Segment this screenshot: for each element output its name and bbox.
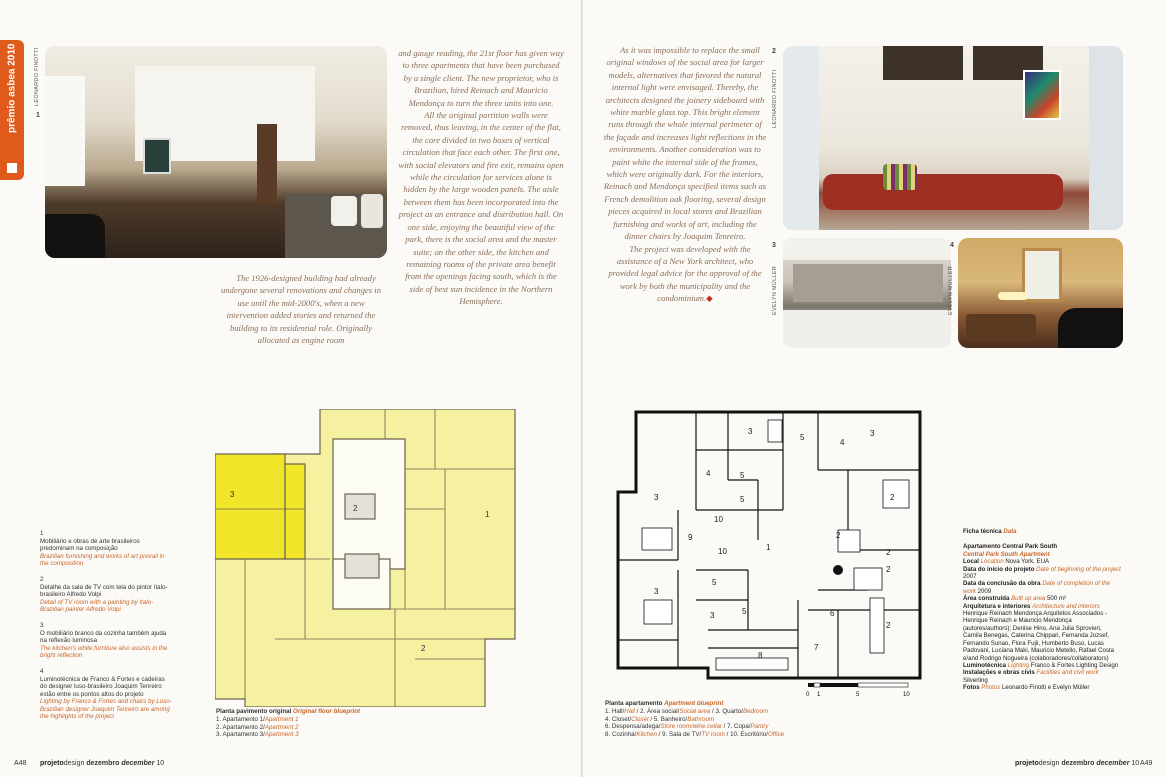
caption-2: 2 Detalhe da sala de TV com tela do pintor ítalo-brasileiro Alfredo Volpi Detail of TV room with a painting by Italo-Brazilian painter Alfredo Volpi bbox=[40, 575, 168, 614]
photo-credit-1: LEONARDO FINOTTI bbox=[34, 47, 40, 106]
photo-credit-4: EVELYN MÜLLER bbox=[948, 265, 954, 315]
photo-number-3: 3 bbox=[772, 242, 776, 249]
plan-label: 3 bbox=[230, 490, 235, 499]
caption-1: 1 Mobiliário e obras de arte brasileiros predominam na composição Brazilian furnishing and works of art prevail in the composition bbox=[40, 530, 165, 568]
end-mark-icon: ◆ bbox=[706, 293, 713, 304]
plan-label: 8 bbox=[758, 651, 763, 660]
award-label: prêmio asbea 2010 bbox=[6, 44, 18, 134]
plan-label: 5 bbox=[800, 433, 805, 442]
technical-datasheet: Ficha técnica Data Apartamento Central Park South Central Park South Apartment Local Location Nova York, EUA Data do início do projeto Date of beginning of the project 2007 Data da conclusão da obra Date of completion of the work 2009 Área construída Built up area 500 m² Arquitetura e interiores Architecture and interiors Henrique Reinach Mendonça Arquitetos Associados - Henrique Reinach e Mauricio Mendonça (autores/authors); Denise Hino, Ana Julia Sprovieri, Camila Benegas, Caterina Chippari, Fernanda Jozsef, Fernando Sunao, Flora Fujii, Humberto Buso, Lucas Padovani, Luciana Maki, Mauricio Metello, Rafael Costa e/and Rodrigo Nogueira (colaboradores/collaborators) Luminotécnica Lighting Franco & Fortes Lighting Design Instalações e obras civis Facilities and civil work Silverling Fotos Photos Leonardo Finotti e Evelyn Müller bbox=[963, 528, 1121, 692]
plan-label: 1 bbox=[766, 543, 771, 552]
apartment-floor-plan bbox=[608, 410, 930, 680]
plan-label: 5 bbox=[740, 495, 745, 504]
photo-credit-2: LEONARDO FINOTTI bbox=[772, 69, 778, 128]
caption-4: 4 Luminotécnica de Franco & Fortes e cadeiras do designer luso-brasileiro Joaquim Tenreiro estão entre os pontos altos do projeto Lighting by Franco & Fortes and chairs by Luso-Brazilian designer Joaquim Tenreiro are among the highlights of the project bbox=[40, 667, 172, 721]
plan-label: 2 bbox=[421, 644, 426, 653]
plan-label: 3 bbox=[748, 427, 753, 436]
footer-magazine-left: projetodesign dezembro december 10 bbox=[40, 760, 165, 767]
plan-label: 2 bbox=[886, 565, 891, 574]
article-column-middle bbox=[398, 47, 564, 308]
scale-label: 1 bbox=[817, 692, 821, 698]
left-page bbox=[0, 0, 582, 777]
article-paragraph: The 1926-designed building had already undergone several renovations and changes in use until the mid-2000's, when a new intervention added stories and returned the building to its residential role. Originally allocated as engine room bbox=[221, 273, 381, 346]
page-number-left: A48 bbox=[14, 760, 27, 767]
plan-label: 2 bbox=[886, 621, 891, 630]
article-paragraph: As it was impossible to replace the small original windows of the social area for larger models, alternatives that favored the natural internal light were envisaged. Thereby, the architects designed the joinery sideboard with white marble glass top. This bright element runs through the whole internal perimeter of the façade and increases light reflections in the environments. Another consideration was to paint white the internal side of the frames, which were originally dark. For the interiors, Reinach and Mendonça specified items such as French demolition oak flooring, several design pieces acquired in local stores and Brazilian furnishing and works of art, including the dinner chairs by Joaquim Tenreiro. bbox=[603, 45, 767, 242]
photo-kitchen bbox=[783, 238, 951, 348]
plan-label: 5 bbox=[740, 471, 745, 480]
plan-label: 10 bbox=[714, 515, 723, 524]
project-name: Apartamento Central Park South bbox=[963, 543, 1058, 551]
plan-label: 4 bbox=[840, 438, 845, 447]
plan-label: 4 bbox=[706, 469, 711, 478]
plan-label: 3 bbox=[710, 611, 715, 620]
article-column-left bbox=[218, 272, 384, 346]
plan-label: 3 bbox=[654, 493, 659, 502]
plan-label: 10 bbox=[718, 547, 727, 556]
plan-label: 2 bbox=[890, 493, 895, 502]
plan-label: 5 bbox=[742, 607, 747, 616]
plan-caption-original: Planta pavimento original Original floor blueprint 1. Apartamento 1/Apartment 1 2. Apartamento 2/Apartment 2 3. Apartamento 3/Apartment 3 bbox=[216, 708, 361, 739]
plan-caption-apartment: Planta apartamento Apartment blueprint 1. Hall/Hall / 2. Área social/Social area / 3. Quarto/Bedroom 4. Closet/Closet / 5. Banheiro/Bathroom 6. Despensa/adega/Store room/wine cellar / 7. Copa/Pantry 8. Cozinha/Kitchen / 9. Sala de TV/TV room / 10. Escritório/Office bbox=[605, 700, 785, 739]
photo-tv-room bbox=[783, 46, 1123, 230]
plan-label: 9 bbox=[688, 533, 693, 542]
article-paragraph: The project was developed with the assistance of a New York architect, who provided legal advice for the approval of the work by both the municipality and the condominium.◆ bbox=[608, 243, 762, 304]
scale-label: 5 bbox=[856, 692, 860, 698]
photo-dining-room bbox=[958, 238, 1123, 348]
original-floor-plan bbox=[215, 409, 520, 707]
scale-label: 0 bbox=[806, 692, 810, 698]
article-column-right bbox=[602, 44, 768, 305]
footer-magazine-right: projetodesign dezembro december 10 bbox=[1015, 760, 1140, 767]
plan-label: 3 bbox=[654, 587, 659, 596]
plan-label: 2 bbox=[836, 531, 841, 540]
caption-3: 3 O mobiliário branco da cozinha também ajuda na reflexão luminosa The kitchen's white furniture also assists in the bright reflection bbox=[40, 621, 168, 660]
plan-label: 1 bbox=[485, 510, 490, 519]
plan-label: 3 bbox=[870, 429, 875, 438]
photo-credit-3: EVELYN MÜLLER bbox=[772, 265, 778, 315]
photo-living-room bbox=[45, 46, 387, 258]
page-number-right: A49 bbox=[1140, 760, 1153, 767]
plan-label: 7 bbox=[814, 643, 819, 652]
photo-number-2: 2 bbox=[772, 48, 776, 55]
photo-number-1: 1 bbox=[36, 112, 40, 119]
plan-label: 6 bbox=[830, 609, 835, 618]
plan-label: 5 bbox=[712, 578, 717, 587]
scale-label: 10 bbox=[903, 692, 910, 698]
plan-label: 2 bbox=[886, 548, 891, 557]
plan-label: 2 bbox=[353, 504, 358, 513]
photo-captions bbox=[40, 530, 172, 729]
project-name-en: Central Park South Apartment bbox=[963, 550, 1050, 558]
award-square-icon bbox=[7, 163, 17, 173]
plan-scale-bar bbox=[800, 680, 920, 702]
article-paragraph: and gauge reading, the 21st floor has given way to three apartments that have been purchased by a single client. The new proprietor, who is Brazilian, hired Reinach and Mauricio Mendonça to turn the three units into one. bbox=[398, 48, 564, 108]
photo-number-4: 4 bbox=[950, 242, 954, 249]
article-paragraph: All the original partition walls were removed, thus leaving, in the center of the flat, the core divided in two boxes of vertical circulation that face each other. The first one, with social elevators and fire exit, remains open while the circulation for services alone is hidden by the large wooden panels. The aisle between them has been incorporated into the project as an entrance and distribution hall. On one side, enjoying the beautiful view of the park, there is the social area and the master suite; on the other side, the kitchen and remaining rooms of the private area benefit from the openings facing south, which is the side of best sun incidence in the Northern Hemisphere. bbox=[398, 110, 564, 307]
